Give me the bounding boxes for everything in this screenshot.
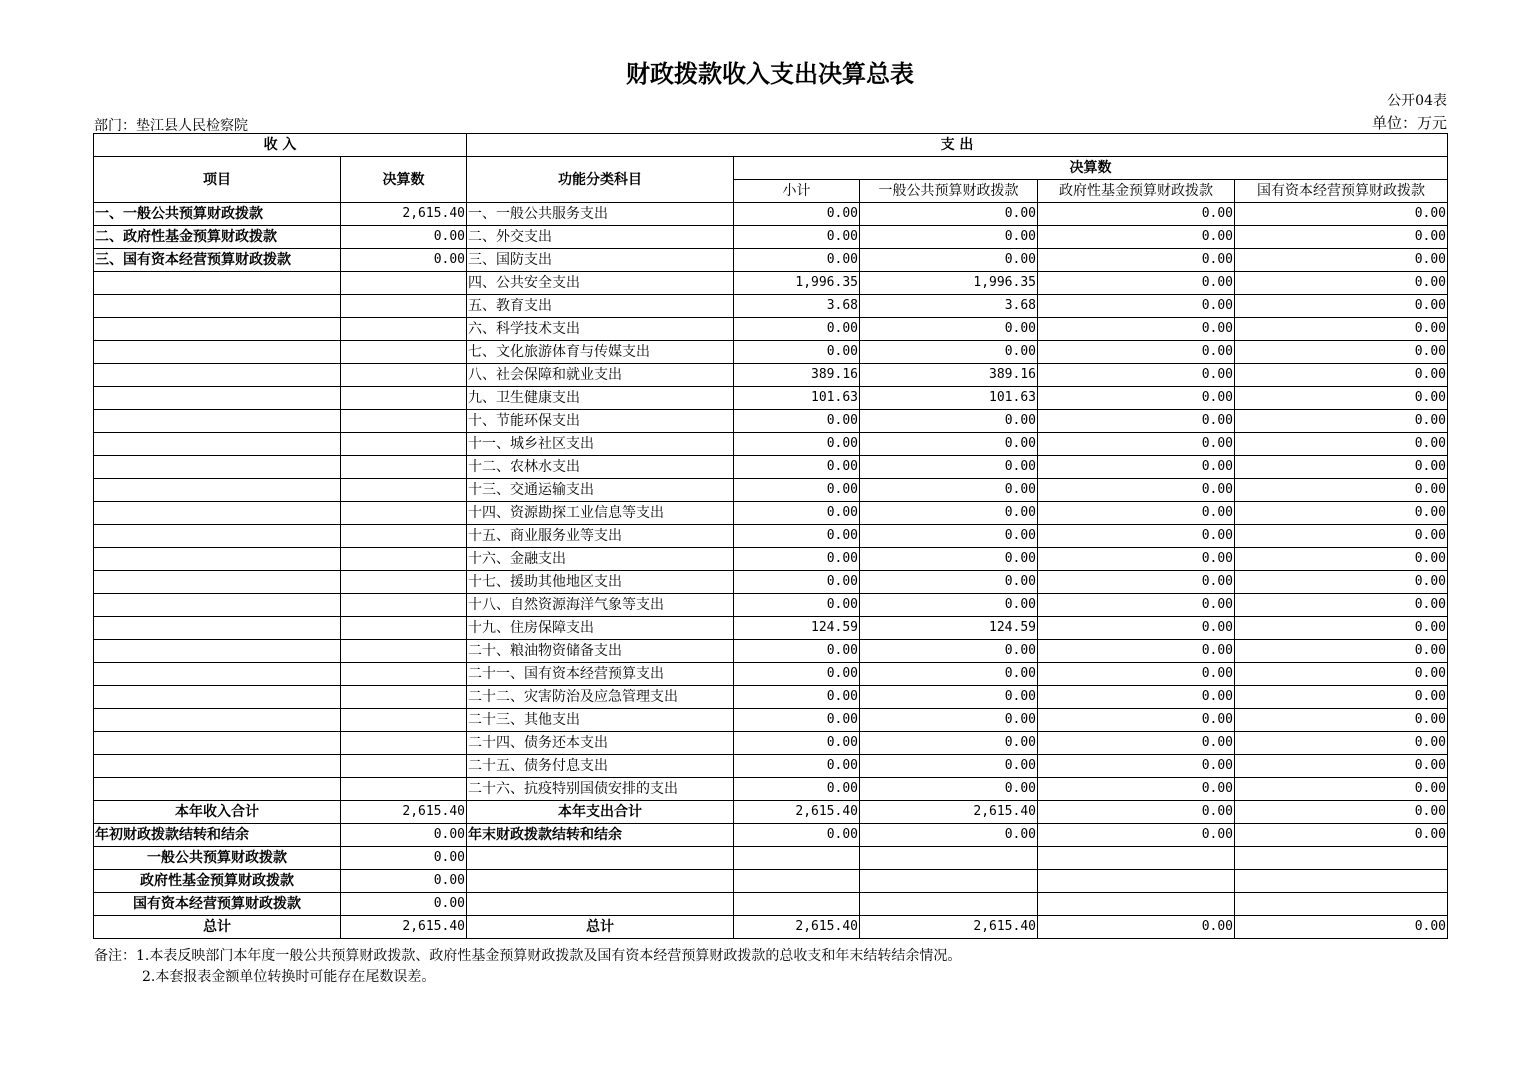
subtotal-value: 0.00 <box>734 755 860 778</box>
income-item <box>94 410 341 433</box>
table-row <box>94 318 1448 341</box>
table-row <box>94 640 1448 663</box>
state-capital-value: 0.00 <box>1235 525 1448 548</box>
empty-cell <box>1038 893 1235 916</box>
expense-label: 年末财政拨款结转和结余 <box>467 824 734 847</box>
income-amount <box>341 640 467 663</box>
subtotal-value: 0.00 <box>734 571 860 594</box>
state-capital-value: 0.00 <box>1235 617 1448 640</box>
state-capital-value: 0.00 <box>1235 364 1448 387</box>
carry-detail-row <box>94 893 1448 916</box>
grand-total-row <box>94 916 1448 939</box>
expense-label: 总计 <box>467 916 734 939</box>
item-header: 项目 <box>94 157 341 203</box>
note-2: 2.本套报表金额单位转换时可能存在尾数误差。 <box>142 969 436 985</box>
income-amount: 0.00 <box>341 226 467 249</box>
expense-item: 十三、交通运输支出 <box>467 479 734 502</box>
general-budget-value: 0.00 <box>860 249 1038 272</box>
empty-cell <box>860 847 1038 870</box>
income-item <box>94 433 341 456</box>
state-capital-value: 0.00 <box>1235 548 1448 571</box>
general-budget-value: 0.00 <box>860 663 1038 686</box>
table-row <box>94 410 1448 433</box>
gov-fund-value: 0.00 <box>1038 732 1235 755</box>
general-budget-value: 0.00 <box>860 709 1038 732</box>
general-budget-value: 0.00 <box>860 686 1038 709</box>
expense-item: 十六、金融支出 <box>467 548 734 571</box>
function-category-header: 功能分类科目 <box>467 157 734 203</box>
expense-item: 二十一、国有资本经营预算支出 <box>467 663 734 686</box>
income-label: 年初财政拨款结转和结余 <box>94 824 341 847</box>
subtotal-value: 0.00 <box>734 433 860 456</box>
subtotal-value: 3.68 <box>734 295 860 318</box>
expense-item: 一、一般公共服务支出 <box>467 203 734 226</box>
table-row <box>94 778 1448 801</box>
income-amount <box>341 387 467 410</box>
state-capital-value: 0.00 <box>1235 456 1448 479</box>
subtotal-value: 0.00 <box>734 778 860 801</box>
income-amount <box>341 479 467 502</box>
expense-item: 八、社会保障和就业支出 <box>467 364 734 387</box>
income-item <box>94 295 341 318</box>
expense-item: 五、教育支出 <box>467 295 734 318</box>
general-budget-value: 0.00 <box>860 732 1038 755</box>
general-budget-value: 0.00 <box>860 594 1038 617</box>
general-budget-value: 0.00 <box>860 571 1038 594</box>
subtotal-header: 小计 <box>734 180 860 203</box>
expense-header: 支 出 <box>467 134 1448 157</box>
carry-detail-label: 一般公共预算财政拨款 <box>94 847 341 870</box>
state-capital-value: 0.00 <box>1235 226 1448 249</box>
subtotal-value: 0.00 <box>734 824 860 847</box>
general-budget-value: 0.00 <box>860 341 1038 364</box>
table-row <box>94 249 1448 272</box>
gov-fund-value: 0.00 <box>1038 479 1235 502</box>
gov-fund-header: 政府性基金预算财政拨款 <box>1038 180 1235 203</box>
subtotal-value: 0.00 <box>734 525 860 548</box>
income-amount <box>341 617 467 640</box>
gov-fund-value: 0.00 <box>1038 341 1235 364</box>
subtotal-value: 0.00 <box>734 663 860 686</box>
income-item: 三、国有资本经营预算财政拨款 <box>94 249 341 272</box>
income-amount <box>341 341 467 364</box>
empty-cell <box>734 893 860 916</box>
state-capital-value: 0.00 <box>1235 916 1448 939</box>
amount-header: 决算数 <box>341 157 467 203</box>
table-row <box>94 364 1448 387</box>
table-row <box>94 571 1448 594</box>
state-capital-value: 0.00 <box>1235 387 1448 410</box>
general-budget-value: 0.00 <box>860 525 1038 548</box>
income-amount: 2,615.40 <box>341 801 467 824</box>
expense-item: 十五、商业服务业等支出 <box>467 525 734 548</box>
empty-cell <box>734 870 860 893</box>
expense-item: 十四、资源勘探工业信息等支出 <box>467 502 734 525</box>
general-budget-value: 0.00 <box>860 502 1038 525</box>
table-row <box>94 272 1448 295</box>
general-budget-value: 0.00 <box>860 226 1038 249</box>
income-amount <box>341 686 467 709</box>
carry-detail-row <box>94 870 1448 893</box>
expense-item: 二十二、灾害防治及应急管理支出 <box>467 686 734 709</box>
income-amount <box>341 755 467 778</box>
gov-fund-value: 0.00 <box>1038 686 1235 709</box>
empty-cell <box>467 870 734 893</box>
gov-fund-value: 0.00 <box>1038 916 1235 939</box>
state-capital-value: 0.00 <box>1235 249 1448 272</box>
note-1: 备注：1.本表反映部门本年度一般公共预算财政拨款、政府性基金预算财政拨款及国有资本经营预算财政拨款的总收支和年末结转结余情况。 <box>94 948 962 964</box>
subtotal-value: 0.00 <box>734 203 860 226</box>
empty-cell <box>1235 847 1448 870</box>
general-budget-value: 2,615.40 <box>860 801 1038 824</box>
expense-item: 十二、农林水支出 <box>467 456 734 479</box>
subtotal-value: 0.00 <box>734 686 860 709</box>
state-capital-value: 0.00 <box>1235 433 1448 456</box>
general-budget-value: 124.59 <box>860 617 1038 640</box>
general-budget-value: 1,996.35 <box>860 272 1038 295</box>
expense-item: 二十六、抗疫特别国债安排的支出 <box>467 778 734 801</box>
carry-detail-amount: 0.00 <box>341 893 467 916</box>
income-header: 收 入 <box>94 134 467 157</box>
general-budget-value: 0.00 <box>860 778 1038 801</box>
gov-fund-value: 0.00 <box>1038 755 1235 778</box>
income-amount <box>341 433 467 456</box>
form-number: 公开04表 <box>1387 93 1447 109</box>
empty-cell <box>1235 870 1448 893</box>
subtotal-value: 0.00 <box>734 732 860 755</box>
income-item <box>94 617 341 640</box>
gov-fund-value: 0.00 <box>1038 525 1235 548</box>
subtotal-value: 0.00 <box>734 226 860 249</box>
gov-fund-value: 0.00 <box>1038 272 1235 295</box>
table-row <box>94 548 1448 571</box>
income-item <box>94 709 341 732</box>
state-capital-value: 0.00 <box>1235 824 1448 847</box>
gov-fund-value: 0.00 <box>1038 410 1235 433</box>
general-budget-value: 0.00 <box>860 548 1038 571</box>
empty-cell <box>734 847 860 870</box>
carry-detail-row <box>94 847 1448 870</box>
state-capital-value: 0.00 <box>1235 318 1448 341</box>
expense-label: 本年支出合计 <box>467 801 734 824</box>
table-row <box>94 525 1448 548</box>
empty-cell <box>467 893 734 916</box>
income-amount <box>341 571 467 594</box>
general-budget-value: 2,615.40 <box>860 916 1038 939</box>
subtotal-value: 0.00 <box>734 318 860 341</box>
general-budget-value: 0.00 <box>860 410 1038 433</box>
subtotal-value: 124.59 <box>734 617 860 640</box>
state-capital-value: 0.00 <box>1235 410 1448 433</box>
expense-item: 十八、自然资源海洋气象等支出 <box>467 594 734 617</box>
expense-item: 十七、援助其他地区支出 <box>467 571 734 594</box>
state-capital-value: 0.00 <box>1235 203 1448 226</box>
income-item <box>94 548 341 571</box>
income-amount: 0.00 <box>341 249 467 272</box>
income-amount <box>341 594 467 617</box>
state-capital-value: 0.00 <box>1235 663 1448 686</box>
expense-item: 六、科学技术支出 <box>467 318 734 341</box>
expense-item: 二十三、其他支出 <box>467 709 734 732</box>
expense-item: 四、公共安全支出 <box>467 272 734 295</box>
gov-fund-value: 0.00 <box>1038 387 1235 410</box>
general-budget-value: 0.00 <box>860 433 1038 456</box>
final-amount-header: 决算数 <box>734 157 1448 180</box>
subtotal-value: 0.00 <box>734 410 860 433</box>
gov-fund-value: 0.00 <box>1038 617 1235 640</box>
table-row <box>94 226 1448 249</box>
state-capital-header: 国有资本经营预算财政拨款 <box>1235 180 1448 203</box>
department-label: 部门：垫江县人民检察院 <box>94 118 248 134</box>
gov-fund-value: 0.00 <box>1038 203 1235 226</box>
subtotal-value: 389.16 <box>734 364 860 387</box>
income-item <box>94 663 341 686</box>
gov-fund-value: 0.00 <box>1038 433 1235 456</box>
table-row <box>94 594 1448 617</box>
income-amount <box>341 778 467 801</box>
state-capital-value: 0.00 <box>1235 295 1448 318</box>
income-amount <box>341 410 467 433</box>
general-budget-value: 389.16 <box>860 364 1038 387</box>
empty-cell <box>860 893 1038 916</box>
income-item <box>94 479 341 502</box>
gov-fund-value: 0.00 <box>1038 709 1235 732</box>
gov-fund-value: 0.00 <box>1038 502 1235 525</box>
state-capital-value: 0.00 <box>1235 709 1448 732</box>
gov-fund-value: 0.00 <box>1038 778 1235 801</box>
income-item <box>94 318 341 341</box>
carry-detail-amount: 0.00 <box>341 847 467 870</box>
subtotal-value: 0.00 <box>734 640 860 663</box>
state-capital-value: 0.00 <box>1235 732 1448 755</box>
general-budget-value: 0.00 <box>860 456 1038 479</box>
income-amount <box>341 732 467 755</box>
subtotal-value: 0.00 <box>734 249 860 272</box>
gov-fund-value: 0.00 <box>1038 318 1235 341</box>
table-row <box>94 663 1448 686</box>
expense-item: 十一、城乡社区支出 <box>467 433 734 456</box>
subtotal-value: 0.00 <box>734 594 860 617</box>
state-capital-value: 0.00 <box>1235 640 1448 663</box>
table-row <box>94 387 1448 410</box>
state-capital-value: 0.00 <box>1235 594 1448 617</box>
general-budget-header: 一般公共预算财政拨款 <box>860 180 1038 203</box>
income-amount: 0.00 <box>341 824 467 847</box>
carry-row <box>94 824 1448 847</box>
income-amount: 2,615.40 <box>341 916 467 939</box>
state-capital-value: 0.00 <box>1235 502 1448 525</box>
state-capital-value: 0.00 <box>1235 755 1448 778</box>
carry-detail-label: 政府性基金预算财政拨款 <box>94 870 341 893</box>
state-capital-value: 0.00 <box>1235 571 1448 594</box>
table-row <box>94 341 1448 364</box>
state-capital-value: 0.00 <box>1235 272 1448 295</box>
general-budget-value: 3.68 <box>860 295 1038 318</box>
empty-cell <box>1038 847 1235 870</box>
table-row <box>94 479 1448 502</box>
expense-item: 二十四、债务还本支出 <box>467 732 734 755</box>
income-item <box>94 502 341 525</box>
table-row <box>94 617 1448 640</box>
gov-fund-value: 0.00 <box>1038 571 1235 594</box>
state-capital-value: 0.00 <box>1235 686 1448 709</box>
subtotal-value: 0.00 <box>734 502 860 525</box>
general-budget-value: 101.63 <box>860 387 1038 410</box>
general-budget-value: 0.00 <box>860 318 1038 341</box>
empty-cell <box>467 847 734 870</box>
income-item <box>94 272 341 295</box>
subtotal-value: 0.00 <box>734 548 860 571</box>
state-capital-value: 0.00 <box>1235 801 1448 824</box>
page-title: 财政拨款收入支出决算总表 <box>626 60 914 88</box>
income-item <box>94 525 341 548</box>
income-item <box>94 640 341 663</box>
general-budget-value: 0.00 <box>860 640 1038 663</box>
subtotal-value: 0.00 <box>734 709 860 732</box>
expense-item: 三、国防支出 <box>467 249 734 272</box>
state-capital-value: 0.00 <box>1235 778 1448 801</box>
gov-fund-value: 0.00 <box>1038 456 1235 479</box>
unit-label: 单位：万元 <box>1371 114 1447 132</box>
general-budget-value: 0.00 <box>860 755 1038 778</box>
table-row <box>94 755 1448 778</box>
income-amount <box>341 318 467 341</box>
subtotal-value: 2,615.40 <box>734 801 860 824</box>
income-label: 总计 <box>94 916 341 939</box>
income-amount <box>341 364 467 387</box>
subtotal-value: 0.00 <box>734 479 860 502</box>
gov-fund-value: 0.00 <box>1038 295 1235 318</box>
income-item <box>94 755 341 778</box>
income-item <box>94 571 341 594</box>
gov-fund-value: 0.00 <box>1038 548 1235 571</box>
income-item <box>94 778 341 801</box>
income-item <box>94 594 341 617</box>
income-item: 二、政府性基金预算财政拨款 <box>94 226 341 249</box>
expense-item: 二、外交支出 <box>467 226 734 249</box>
income-amount: 2,615.40 <box>341 203 467 226</box>
general-budget-value: 0.00 <box>860 824 1038 847</box>
expense-item: 七、文化旅游体育与传媒支出 <box>467 341 734 364</box>
gov-fund-value: 0.00 <box>1038 364 1235 387</box>
income-amount <box>341 295 467 318</box>
income-item <box>94 732 341 755</box>
income-item: 一、一般公共预算财政拨款 <box>94 203 341 226</box>
income-amount <box>341 502 467 525</box>
gov-fund-value: 0.00 <box>1038 640 1235 663</box>
income-item <box>94 364 341 387</box>
income-amount <box>341 548 467 571</box>
gov-fund-value: 0.00 <box>1038 663 1235 686</box>
gov-fund-value: 0.00 <box>1038 824 1235 847</box>
income-amount <box>341 272 467 295</box>
gov-fund-value: 0.00 <box>1038 249 1235 272</box>
expense-item: 十九、住房保障支出 <box>467 617 734 640</box>
table-row <box>94 709 1448 732</box>
table-row <box>94 295 1448 318</box>
income-item <box>94 341 341 364</box>
carry-detail-label: 国有资本经营预算财政拨款 <box>94 893 341 916</box>
table-row <box>94 433 1448 456</box>
income-item <box>94 686 341 709</box>
gov-fund-value: 0.00 <box>1038 226 1235 249</box>
notes <box>94 946 961 988</box>
empty-cell <box>1235 893 1448 916</box>
empty-cell <box>1038 870 1235 893</box>
subtotal-value: 1,996.35 <box>734 272 860 295</box>
table-row <box>94 686 1448 709</box>
general-budget-value: 0.00 <box>860 479 1038 502</box>
expense-item: 十、节能环保支出 <box>467 410 734 433</box>
subtotal-value: 101.63 <box>734 387 860 410</box>
expense-item: 九、卫生健康支出 <box>467 387 734 410</box>
income-item <box>94 387 341 410</box>
income-amount <box>341 663 467 686</box>
state-capital-value: 0.00 <box>1235 341 1448 364</box>
income-amount <box>341 525 467 548</box>
expense-item: 二十五、债务付息支出 <box>467 755 734 778</box>
subtotal-value: 2,615.40 <box>734 916 860 939</box>
gov-fund-value: 0.00 <box>1038 594 1235 617</box>
carry-detail-amount: 0.00 <box>341 870 467 893</box>
table-row <box>94 203 1448 226</box>
table-row <box>94 502 1448 525</box>
expense-item: 二十、粮油物资储备支出 <box>467 640 734 663</box>
general-budget-value: 0.00 <box>860 203 1038 226</box>
budget-table <box>93 133 1448 939</box>
income-amount <box>341 709 467 732</box>
table-row <box>94 456 1448 479</box>
state-capital-value: 0.00 <box>1235 479 1448 502</box>
subtotal-value: 0.00 <box>734 341 860 364</box>
subtotal-value: 0.00 <box>734 456 860 479</box>
income-label: 本年收入合计 <box>94 801 341 824</box>
empty-cell <box>860 870 1038 893</box>
year-total-row <box>94 801 1448 824</box>
gov-fund-value: 0.00 <box>1038 801 1235 824</box>
income-amount <box>341 456 467 479</box>
table-row <box>94 732 1448 755</box>
income-item <box>94 456 341 479</box>
